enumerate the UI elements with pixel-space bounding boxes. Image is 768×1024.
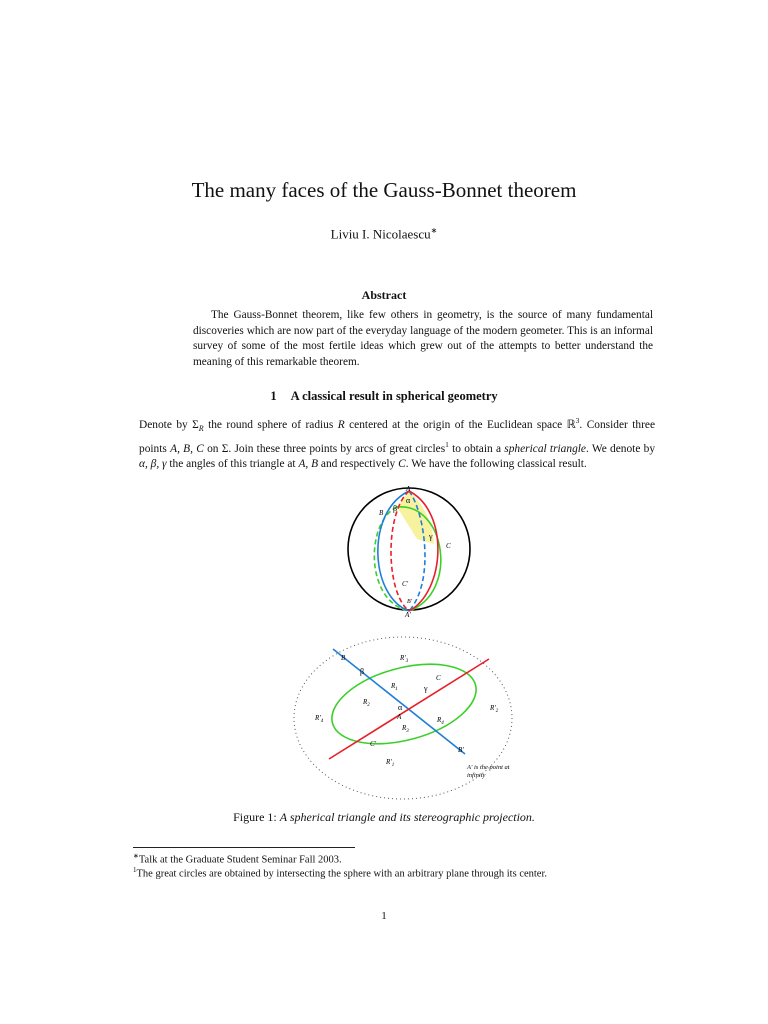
plane-label-R1p: $R'_1$ <box>386 758 395 768</box>
section-number: 1 <box>270 389 277 403</box>
plane-label-gamma: γ <box>424 684 428 693</box>
footnote-2: $^1$The great circles are obtained by intersecting the sphere with an arbitrary plane through its center. <box>133 866 548 880</box>
sphere-label-A: A <box>406 485 411 493</box>
plane-label-A: A <box>397 713 402 721</box>
sphere-label-B: B <box>379 509 384 517</box>
author-line <box>0 226 768 242</box>
section-title: A classical result in spherical geometry <box>290 389 498 403</box>
sphere-label-Bprime: B' <box>407 599 412 605</box>
projection-diagram <box>294 637 512 799</box>
author-name: Liviu I. Nicolaescu <box>330 226 431 242</box>
author-footnote-mark: ∗ <box>430 226 438 235</box>
sphere-label-C: C <box>446 542 451 550</box>
abstract-heading: Abstract <box>361 288 407 302</box>
section-heading <box>0 389 768 404</box>
plane-label-Cprime: C' <box>370 740 377 748</box>
infinity-note-line2: infinity <box>467 772 486 779</box>
abstract-text: The Gauss-Bonnet theorem, like few others in geometry, is the source of many fundamental discoveries which are now part of the everyday language of the modern geometer. This is an informal survey of some of the most fertile ideas which grew out of the attempts to better understand the meaning of this remarkable theorem. <box>193 309 653 368</box>
plane-label-B: B <box>341 654 346 662</box>
sphere-label-alpha: α <box>406 496 411 505</box>
sphere-label-beta: β <box>393 504 398 513</box>
green-circle-projection <box>323 650 485 758</box>
caption-text: A spherical triangle and its stereographic projection. <box>279 810 535 824</box>
plane-label-R3p: $R'_3$ <box>400 654 409 664</box>
sphere-label-gamma: γ <box>429 532 433 541</box>
plane-label-R1: $R_1$ <box>391 682 398 692</box>
footnote-rule <box>133 847 355 848</box>
plane-label-R4p: $R'_4$ <box>315 714 324 724</box>
sphere-diagram <box>348 485 470 619</box>
page-number: 1 <box>381 910 387 922</box>
sphere-label-Aprime: A' <box>405 611 411 619</box>
plane-label-R3: $R_3$ <box>402 724 409 734</box>
plane-label-alpha: α <box>398 703 403 712</box>
plane-label-R4: $R_4$ <box>437 716 444 726</box>
plane-label-R2: $R_2$ <box>363 698 370 708</box>
figure-1 <box>285 482 525 802</box>
paper-title: The many faces of the Gauss-Bonnet theorem <box>191 178 577 202</box>
figure-caption <box>0 810 768 825</box>
caption-label: Figure 1: <box>233 810 280 824</box>
plane-label-R2p: $R'_2$ <box>490 704 499 714</box>
red-line-projection <box>329 659 489 759</box>
body-paragraph: Denote by $\Sigma_R$ the round sphere of radius R centered at the origin of the Euclidean space ℝ$^3$. Consider three points A, B, C on Σ. Join these three points by arcs of great circles$^1$ to obtain a spherical triangle. We denote by α, β, γ the angles of this triangle at A, B and respectively C. We have the following classical result. <box>139 416 656 471</box>
plane-label-Bprime: B' <box>458 746 464 754</box>
plane-label-C: C <box>436 674 441 682</box>
plane-label-beta: β <box>360 667 365 676</box>
sphere-label-Cprime: C' <box>402 580 409 588</box>
infinity-note-line1: A' is the point at <box>467 764 510 771</box>
footnote-1: ∗Talk at the Graduate Student Seminar Fall 2003. <box>133 852 342 866</box>
